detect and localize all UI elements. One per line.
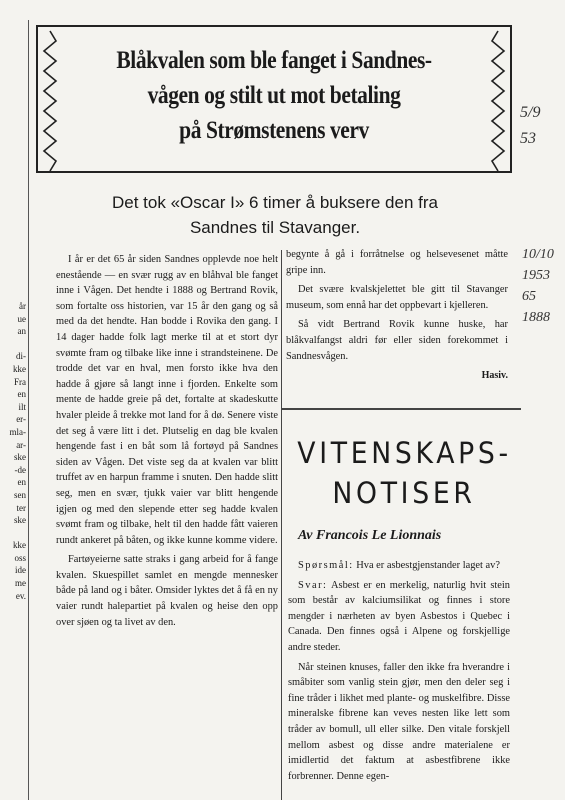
left-column-fragment: sen: [14, 489, 26, 500]
subheadline-line-2: Sandnes til Stavanger.: [189, 218, 361, 237]
left-column-fragment: er-: [16, 414, 26, 425]
byline: Av Francois Le Lionnais: [298, 528, 442, 543]
left-column-fragment: kke: [13, 363, 26, 374]
left-column-fragment: oss: [14, 552, 26, 563]
article-left-column: [56, 252, 278, 634]
handwritten-note-line: 1953: [522, 268, 550, 283]
left-column-fragment: en: [17, 477, 26, 488]
answer-paragraph: [288, 578, 510, 656]
article-paragraph: begynte å gå i forråtnelse og helsevesenet måtte gripe inn.: [286, 249, 508, 276]
section-title-line-2: NOTISER: [332, 476, 476, 510]
handwritten-note-line: 53: [520, 130, 536, 147]
left-column-fragment: ske: [14, 515, 26, 526]
left-column-fragment: Fra: [14, 376, 26, 387]
left-column-fragment: me: [15, 578, 26, 589]
question-text: Hva er asbestgjenstander laget av?: [353, 560, 500, 571]
notes-paragraph: Når steinen knuses, faller den ikke fra hverandre i småbiter som vanlig stein gjør, men den deler seg i fine tråder i likhet med plante- og muskelfibre. Disse mineralske fibrene kan veves nesten like lett som tråder av bomull, ull eller silke. Den vitale forskjell mellom asbest og disse andre materialene er imidlertid det faktum at asbestfibrene ikke forbrenner. Denne egen-: [288, 661, 510, 782]
left-column-fragment: di-: [16, 351, 26, 362]
left-column-fragment: an: [17, 326, 26, 337]
subheadline-line-1: Det tok «Oscar I» 6 timer å buksere den fra: [112, 193, 438, 212]
headline-line-2: vågen og stilt ut mot betaling: [147, 82, 401, 109]
zigzag-ornament-left: [40, 27, 60, 175]
handwritten-note-line: 10/10: [522, 247, 554, 262]
headline-line-3: på Strømstenens verv: [179, 117, 369, 144]
left-column-fragment: mla-: [9, 426, 26, 437]
handwritten-note-line: 5/9: [520, 104, 541, 121]
left-column-fragment: ev.: [15, 590, 26, 601]
headline-line-1: Blåkvalen som ble fanget i Sandnes-: [116, 47, 432, 74]
headline: [93, 43, 454, 148]
section-divider: [281, 408, 521, 410]
left-column-fragment: -de: [14, 464, 26, 475]
article-paragraph: I år er det 65 år siden Sandnes opplevde noe helt enestående — en svær rugg av en blåhval ble fanget inne i Vågen. Det hendte i 1888 og Bertrand Rovik, som fortalte oss historien, var 15 år den gang og så med da det hendte. Han bodde i Rovika den gang. I 14 dager hadde folk lagt merke til at et stort dyr svømte fram og tilbake like inne i strandsteinene. De trodde det var en hval, men forsto ikke hva den hadde å gjøre så langt inne i fjorden. Enkelte som mente de hadde greie på det, fortalte at skadeskutte hvaler pleide å trekke mot land for å dø. Senere viste det seg å være litt i det. Plutselig en dag ble kvalen hengende fast i en båt som lå fortøyd på Sandnes siden av Vågen. Det viste seg da at kvalen var blitt truffet av en harpun framme i snuten. Den hadde slitt seg, men en svær, tjukk vaier var blitt hengende igjen og med den slepende etter seg hadde kvalen svømt fram og tilbake, helt til den hadde fått vaieren rundt ankeret på båten, og ikke kunne komme videre.: [56, 254, 278, 546]
handwritten-year-note: [522, 244, 554, 328]
left-column-fragment: ue: [17, 313, 26, 324]
article-paragraph: Fartøyeierne satte straks i gang arbeid for å fange kvalen. Skuespillet samlet en mengde mennesker både på land og i båter. Omsider lyktes det å få en ny vaier rundt halepartiet på kvalen og heise den opp over sjøen og ta livet av den.: [56, 554, 278, 628]
section-title-line-1: VITENSKAPS-: [297, 436, 512, 470]
zigzag-ornament-right: [488, 27, 508, 175]
left-column-fragment: ske: [14, 452, 26, 463]
article-signature: Hasiv.: [481, 370, 508, 382]
left-column-fragment: [0, 527, 36, 540]
answer-label: Svar:: [298, 579, 328, 591]
handwritten-note-line: 65: [522, 289, 536, 304]
answer-text: Asbest er en merkelig, naturlig hvit stein som består av kalciumsilikat og finnes i store mengder i nærheten av byen Asbestos i Quebec i Canada. Den finnes også i Alpene og forskjellige andre steder.: [288, 579, 510, 653]
left-column-fragment: [0, 338, 36, 351]
left-column-fragment: ide: [15, 565, 26, 576]
subheadline: [60, 190, 490, 240]
question-label: Spørsmål:: [298, 560, 354, 571]
section-title: [297, 433, 510, 513]
left-column-fragment: ter: [16, 502, 26, 513]
article-paragraph: Så vidt Bertrand Rovik kunne huske, har blåkvalfangst aldri før eller siden forekommet i Sandnesvågen.: [286, 319, 508, 362]
left-column-fragments: [0, 300, 36, 720]
science-notes-column: [288, 558, 510, 788]
left-column-fragment: ar-: [16, 439, 26, 450]
article-paragraph: Det svære kvalskjelettet ble gitt til Stavanger museum, som ennå har det oppbevart i kjelleren.: [286, 284, 508, 311]
left-column-fragment: år: [19, 301, 26, 311]
left-column-fragment: ilt: [18, 401, 26, 412]
handwritten-date-note: [520, 100, 540, 152]
column-divider: [281, 250, 282, 800]
left-column-fragment: en: [17, 389, 26, 400]
handwritten-note-line: 1888: [522, 310, 550, 325]
left-column-fragment: kke: [13, 540, 26, 551]
headline-box: [36, 25, 512, 173]
question-paragraph: [288, 558, 510, 574]
article-right-column: [286, 247, 508, 384]
